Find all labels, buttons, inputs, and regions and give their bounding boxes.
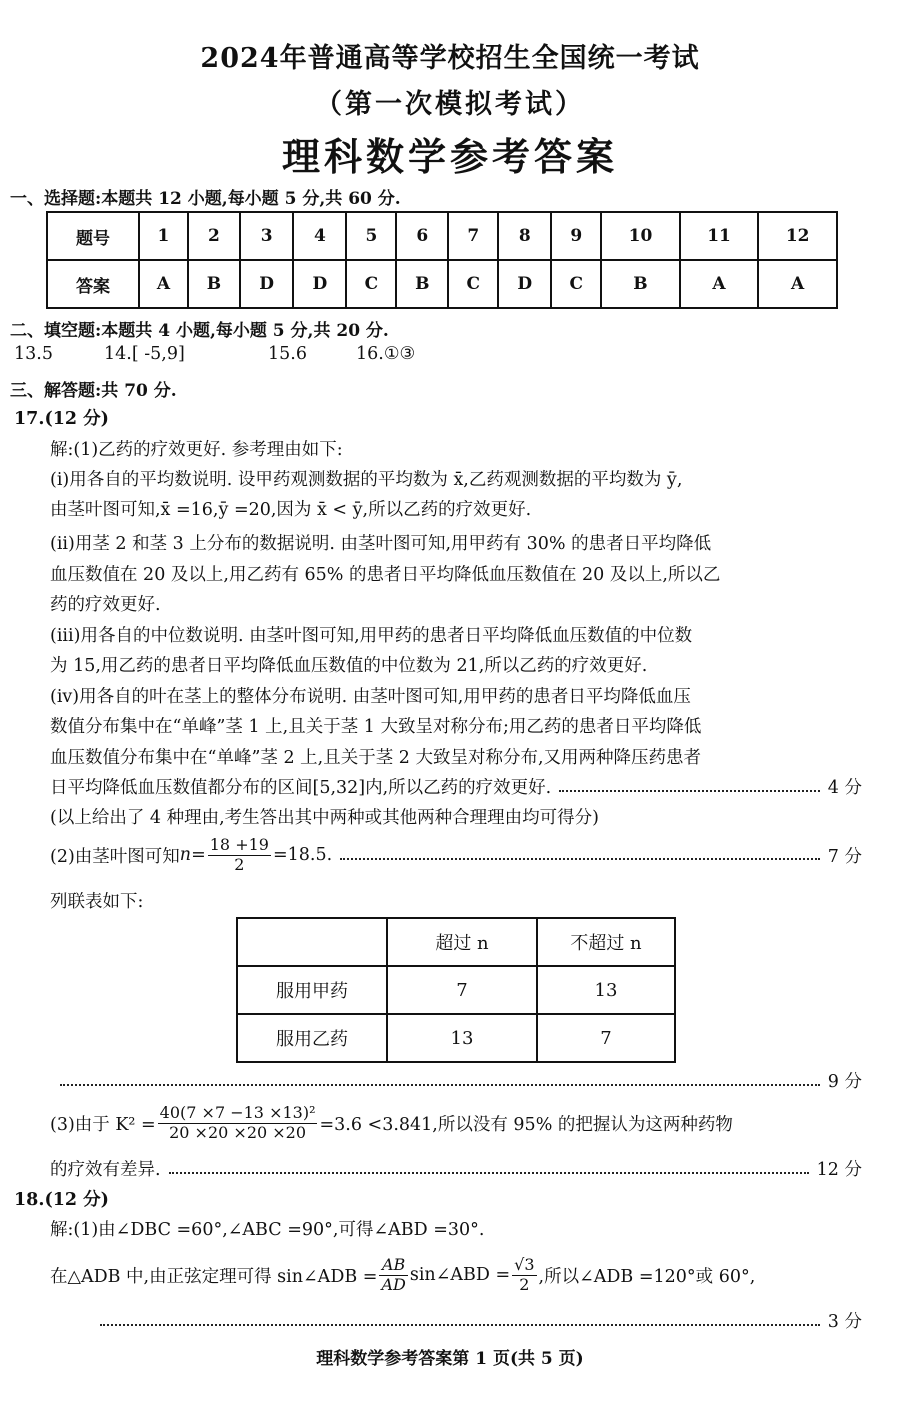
- q17-label: 17.(12 分): [14, 409, 109, 429]
- q17-line: 血压数值分布集中在“单峰”茎 2 上,且关于茎 2 大致呈对称分布,又用两种降压药患者: [50, 748, 702, 768]
- q17-line: 为 15,用乙药的患者日平均降低血压数值的中位数为 21,所以乙药的疗效更好.: [50, 656, 648, 676]
- score-label: 7 分: [827, 846, 862, 867]
- numerator: 40(7 ×7 −13 ×13)²: [159, 1103, 316, 1123]
- question-number: 1: [139, 212, 188, 260]
- numerator: AB: [379, 1256, 407, 1275]
- answer-cell: D: [240, 260, 293, 308]
- exam-title: 2024年普通高等学校招生全国统一考试: [200, 43, 700, 74]
- question-number: 5: [346, 212, 396, 260]
- fill-answer-14: 14.[ -5,9]: [104, 344, 185, 364]
- answer-cell: B: [396, 260, 448, 308]
- row-header: 服用甲药: [237, 966, 387, 1014]
- q17-score9-row: [60, 1068, 862, 1093]
- variable-n: n: [179, 845, 192, 865]
- answer-cell: D: [293, 260, 346, 308]
- row-label: 题号: [47, 212, 139, 260]
- question-number: 10: [601, 212, 680, 260]
- question-number-row: [47, 212, 837, 260]
- table-row: [237, 966, 675, 1014]
- question-number: 4: [293, 212, 346, 260]
- dot-leader: [559, 790, 820, 792]
- q17-line: 数值分布集中在“单峰”茎 1 上,且关于茎 1 大致呈对称分布;用乙药的患者日平均降低: [50, 717, 702, 737]
- answer-cell: B: [601, 260, 680, 308]
- row-label: 答案: [47, 260, 139, 308]
- q18-line2-prefix: 在△ADB 中,由正弦定理可得 sin∠ADB =: [50, 1266, 378, 1287]
- multiple-choice-answer-table: [46, 211, 838, 309]
- answer-cell: A: [139, 260, 188, 308]
- answer-cell: D: [498, 260, 551, 308]
- table-intro: 列联表如下:: [50, 892, 144, 912]
- page-footer: 理科数学参考答案第 1 页(共 5 页): [316, 1349, 584, 1369]
- q17-line: 血压数值在 20 及以上,用乙药有 65% 的患者日平均降低血压数值在 20 及以上,所以乙: [50, 565, 721, 585]
- score-label: 3 分: [827, 1312, 862, 1332]
- q18-line2-mid: sin∠ABD =: [409, 1265, 511, 1285]
- question-number: 3: [240, 212, 293, 260]
- q17-line: 由茎叶图可知,x̄ =16,ȳ =20,因为 x̄ < ȳ,所以乙药的疗效更好.: [50, 500, 532, 520]
- q17-part3-line2: 的疗效有差异.: [50, 1160, 161, 1180]
- result: =3.6 <3.841,所以没有 95% 的把握认为这两种药物: [319, 1114, 733, 1135]
- q17-line: (i)用各自的平均数说明. 设甲药观测数据的平均数为 x̄,乙药观测数据的平均数为 ȳ,: [50, 470, 683, 490]
- dot-leader: [340, 858, 820, 860]
- q17-line: (iii)用各自的中位数说明. 由茎叶图可知,用甲药的患者日平均降低血压数值的中位数: [50, 626, 693, 646]
- question-number: 7: [448, 212, 498, 260]
- table-cell: 7: [387, 966, 537, 1014]
- answer-cell: B: [188, 260, 240, 308]
- score-label: 9 分: [827, 1072, 862, 1092]
- fraction: [208, 836, 271, 874]
- q17-part2-row: [50, 832, 862, 878]
- table-cell: 7: [537, 1014, 675, 1062]
- table-cell: 13: [387, 1014, 537, 1062]
- section3-heading: 三、解答题:共 70 分.: [10, 381, 177, 401]
- column-header: 不超过 n: [537, 918, 675, 966]
- fill-answer-13: 13.5: [14, 344, 53, 364]
- dot-leader: [60, 1084, 820, 1086]
- equals: =: [191, 845, 206, 865]
- q18-label: 18.(12 分): [14, 1190, 109, 1210]
- q17-line: 日平均降低血压数值都分布的区间[5,32]内,所以乙药的疗效更好.: [50, 778, 552, 798]
- q17-note: (以上给出了 4 种理由,考生答出其中两种或其他两种合理理由均可得分): [50, 808, 599, 828]
- question-number: 2: [188, 212, 240, 260]
- answer-cell: C: [346, 260, 396, 308]
- fraction: [379, 1256, 407, 1294]
- denominator: 20 ×20 ×20 ×20: [169, 1122, 307, 1142]
- q17-part2-prefix: (2)由茎叶图可知: [50, 846, 180, 867]
- question-number: 9: [551, 212, 601, 260]
- question-number: 6: [396, 212, 448, 260]
- answer-cell: A: [680, 260, 759, 308]
- numerator: √3: [514, 1255, 535, 1275]
- score-label: 12 分: [816, 1160, 862, 1180]
- score-label: 4 分: [827, 778, 862, 798]
- contingency-table: [236, 917, 676, 1063]
- denominator: 2: [234, 854, 245, 874]
- q18-line: 解:(1)由∠DBC =60°,∠ABC =90°,可得∠ABD =30°.: [50, 1220, 485, 1240]
- answer-cell: C: [551, 260, 601, 308]
- q17-score12-row: [50, 1156, 862, 1181]
- table-header-row: [237, 918, 675, 966]
- answer-cell: C: [448, 260, 498, 308]
- dot-leader: [169, 1172, 809, 1174]
- numerator: 18 +19: [209, 835, 269, 855]
- answer-cell: A: [758, 260, 837, 308]
- table-cell: 13: [537, 966, 675, 1014]
- answer-key-title: 理科数学参考答案: [281, 134, 618, 179]
- q17-part3-prefix: (3)由于 K² =: [50, 1114, 156, 1135]
- q18-score3-row: [100, 1308, 862, 1333]
- q18-line2-row: [50, 1250, 755, 1300]
- question-number: 12: [758, 212, 837, 260]
- denominator: 2: [519, 1274, 530, 1294]
- q17-line: 解:(1)乙药的疗效更好. 参考理由如下:: [50, 440, 343, 460]
- q17-line: (iv)用各自的叶在茎上的整体分布说明. 由茎叶图可知,用甲药的患者日平均降低血压: [50, 687, 691, 707]
- fraction: [512, 1256, 536, 1294]
- q17-part3-row: [50, 1098, 733, 1148]
- q17-line: 药的疗效更好.: [50, 595, 161, 615]
- section1-heading: 一、选择题:本题共 12 小题,每小题 5 分,共 60 分.: [10, 189, 401, 209]
- empty-header-cell: [237, 918, 387, 966]
- section2-heading: 二、填空题:本题共 4 小题,每小题 5 分,共 20 分.: [10, 321, 389, 341]
- q17-score4-row: [50, 774, 862, 799]
- exam-subtitle: （第一次模拟考试）: [315, 89, 585, 120]
- fill-answer-15: 15.6: [268, 344, 307, 364]
- table-row: [237, 1014, 675, 1062]
- result: =18.5.: [272, 845, 333, 865]
- fill-answer-16: 16.①③: [356, 344, 416, 364]
- q18-line2-suffix: ,所以∠ADB =120°或 60°,: [538, 1266, 756, 1287]
- dot-leader: [100, 1324, 820, 1326]
- q17-line: (ii)用茎 2 和茎 3 上分布的数据说明. 由茎叶图可知,用甲药有 30% 的患者日平均降低: [50, 534, 712, 554]
- row-header: 服用乙药: [237, 1014, 387, 1062]
- question-number: 11: [680, 212, 759, 260]
- question-number: 8: [498, 212, 551, 260]
- denominator: AD: [381, 1274, 406, 1294]
- column-header: 超过 n: [387, 918, 537, 966]
- fraction: [158, 1104, 318, 1142]
- answer-row: [47, 260, 837, 308]
